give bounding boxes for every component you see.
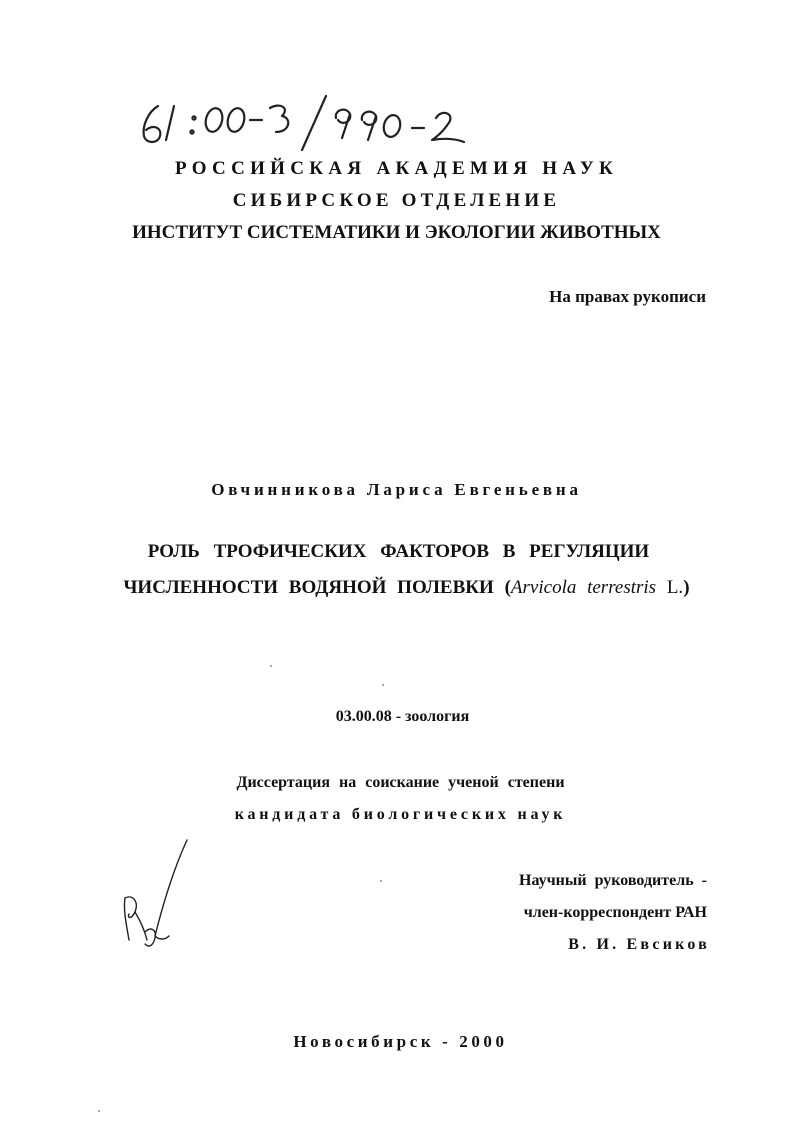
- org-institute: ИНСТИТУТ СИСТЕМАТИКИ И ЭКОЛОГИИ ЖИВОТНЫХ: [132, 222, 661, 243]
- scan-speck: [382, 684, 384, 686]
- title-line-2-main: ЧИСЛЕННОСТИ ВОДЯНОЙ ПОЛЕВКИ: [123, 577, 494, 598]
- supervisor-rank: член-корреспондент РАН: [523, 904, 707, 921]
- city-year: Новосибирск - 2000: [293, 1032, 508, 1051]
- title-line-2: [10, 577, 793, 599]
- latin-species-name: Arvicola terrestris: [510, 577, 657, 598]
- author-name: Овчинникова Лариса Евгеньевна: [211, 480, 582, 499]
- handwritten-catalog-number: [130, 92, 490, 152]
- scan-speck: [98, 1110, 100, 1112]
- specialty-code: 03.00.08 - зоология: [335, 708, 470, 725]
- supervisor-title: Научный руководитель -: [519, 872, 707, 889]
- latin-author: L.: [666, 577, 684, 598]
- title-paren-close: ): [683, 577, 690, 598]
- org-academy: РОССИЙСКАЯ АКАДЕМИЯ НАУК: [174, 158, 619, 179]
- dissertation-line-1: Диссертация на соискание ученой степени: [236, 774, 565, 791]
- scan-speck: [380, 880, 382, 882]
- handwritten-signature: [115, 836, 205, 956]
- rights-note: На правах рукописи: [549, 287, 706, 306]
- title-paren-open: (: [504, 577, 511, 598]
- org-branch: СИБИРСКОЕ ОТДЕЛЕНИЕ: [232, 190, 561, 211]
- scan-speck: [270, 665, 272, 667]
- supervisor-name: В. И. Евсиков: [568, 936, 710, 953]
- title-line-1: РОЛЬ ТРОФИЧЕСКИХ ФАКТОРОВ В РЕГУЛЯЦИИ: [147, 541, 650, 562]
- dissertation-line-2: кандидата биологических наук: [234, 806, 567, 823]
